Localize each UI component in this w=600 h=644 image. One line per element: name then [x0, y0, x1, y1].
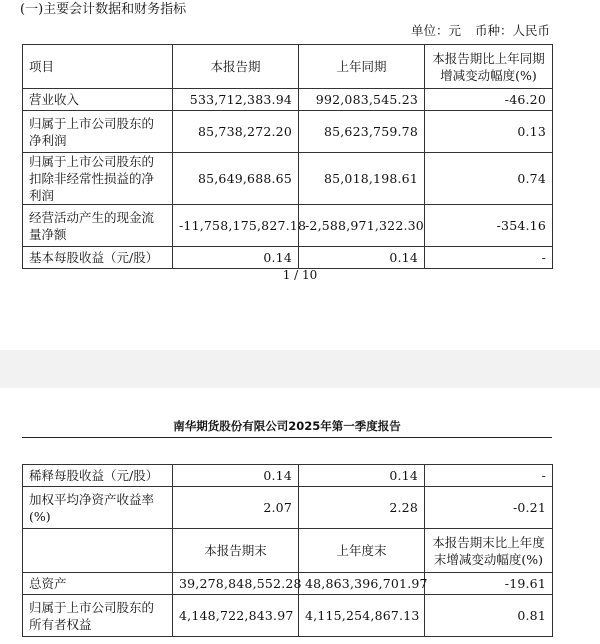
- cell-change: -19.61: [425, 573, 553, 595]
- column-header-change: 本报告期比上年同期增减变动幅度(%): [425, 45, 553, 89]
- report-header: 南华期货股份有限公司2025年第一季度报告: [173, 419, 401, 433]
- row-label: 归属于上市公司股东的扣除非经常性损益的净利润: [23, 153, 173, 205]
- row-label: 归属于上市公司股东的净利润: [23, 111, 173, 153]
- currency-label: 币种：人民币: [474, 23, 550, 38]
- header-rule: [22, 437, 552, 438]
- table-row: [23, 595, 553, 637]
- table-row: [23, 247, 553, 269]
- table-row: [23, 465, 553, 487]
- unit-label: 单位：元: [410, 23, 461, 38]
- table-row: [23, 487, 553, 529]
- column-header-prior-year-end: 上年度末: [299, 529, 425, 573]
- column-header-current: 本报告期: [173, 45, 299, 89]
- cell-current: 85,649,688.65: [173, 153, 299, 205]
- page-number: 1 / 10: [282, 268, 318, 282]
- column-header-prior: 上年同期: [299, 45, 425, 89]
- row-label: 稀释每股收益（元/股）: [23, 465, 173, 487]
- cell-prior: 48,863,396,701.97: [299, 573, 425, 595]
- cell-change: -46.20: [425, 89, 553, 111]
- row-label: 营业收入: [23, 89, 173, 111]
- cell-change: -: [425, 247, 553, 269]
- cell-prior: 0.14: [299, 247, 425, 269]
- table-row: [23, 89, 553, 111]
- row-label: 总资产: [23, 573, 173, 595]
- table-row: [23, 111, 553, 153]
- unit-line: [401, 22, 550, 40]
- cell-current: 85,738,272.20: [173, 111, 299, 153]
- section-title: (一)主要会计数据和财务指标: [20, 2, 187, 17]
- financial-table-1: [22, 44, 553, 269]
- column-header-blank: [23, 529, 173, 573]
- cell-prior: -2,588,971,322.30: [299, 205, 425, 247]
- cell-current: 0.14: [173, 247, 299, 269]
- row-label: 归属于上市公司股东的所有者权益: [23, 595, 173, 637]
- cell-change: -354.16: [425, 205, 553, 247]
- cell-change: 0.74: [425, 153, 553, 205]
- column-header-change: 本报告期末比上年度末增减变动幅度(%): [425, 529, 553, 573]
- cell-change: 0.81: [425, 595, 553, 637]
- page-gap: [0, 350, 600, 388]
- row-label: 加权平均净资产收益率(%): [23, 487, 173, 529]
- financial-table-2: [22, 464, 553, 637]
- cell-change: 0.13: [425, 111, 553, 153]
- cell-change: -: [425, 465, 553, 487]
- row-label: 基本每股收益（元/股）: [23, 247, 173, 269]
- table-row: [23, 573, 553, 595]
- cell-current: 533,712,383.94: [173, 89, 299, 111]
- cell-prior: 85,018,198.61: [299, 153, 425, 205]
- cell-prior: 992,083,545.23: [299, 89, 425, 111]
- cell-prior: 0.14: [299, 465, 425, 487]
- cell-prior: 85,623,759.78: [299, 111, 425, 153]
- row-label: 经营活动产生的现金流量净额: [23, 205, 173, 247]
- cell-prior: 2.28: [299, 487, 425, 529]
- table-row: [23, 205, 553, 247]
- cell-change: -0.21: [425, 487, 553, 529]
- column-header-period-end: 本报告期末: [173, 529, 299, 573]
- cell-prior: 4,115,254,867.13: [299, 595, 425, 637]
- column-header-item: 项目: [23, 45, 173, 89]
- cell-current: -11,758,175,827.18: [173, 205, 299, 247]
- cell-current: 4,148,722,843.97: [173, 595, 299, 637]
- cell-current: 0.14: [173, 465, 299, 487]
- table-header-row: [23, 45, 553, 89]
- table-header-row: [23, 529, 553, 573]
- cell-current: 2.07: [173, 487, 299, 529]
- cell-current: 39,278,848,552.28: [173, 573, 299, 595]
- table-row: [23, 153, 553, 205]
